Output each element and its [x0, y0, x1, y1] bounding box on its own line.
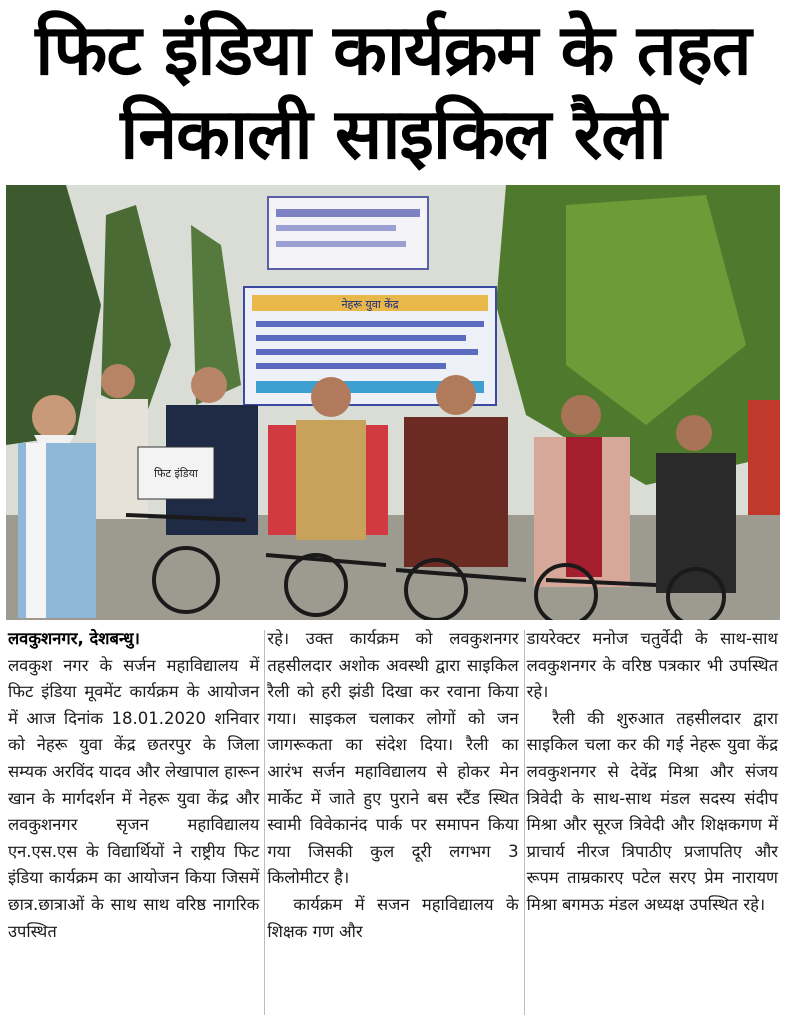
article-body: [8, 626, 778, 1018]
rally-photo: [6, 185, 780, 620]
dateline: लवकुशनगर, देशबन्धु।: [8, 629, 140, 648]
rally-photo-illustration: [6, 185, 780, 620]
column-2-paragraph-1: रहे। उक्त कार्यक्रम को लवकुशनगर तहसीलदार अशोक अवस्थी द्वारा साइकिल रैली को हरी झंडी दिखा कर रवाना किया गया। साइकल चलाकर लोगों को जन जागरूकता का संदेश दिया। रैली का आरंभ सर्जन महाविद्यालय से होकर मेन मार्केट में जाते हुए पुराने बस स्टैंड स्थित स्वामी विवेकानंद पार्क पर समापन किया गया जिसकी कुल दूरी लगभग 3 किलोमीटर है।: [267, 629, 519, 888]
article-column-3: [527, 626, 778, 1018]
article-column-1: [8, 626, 259, 1018]
placard-text: फिट इंडिया: [154, 467, 198, 480]
upper-banner: [268, 197, 428, 269]
banner-text: नेहरू युवा केंद्र: [341, 298, 399, 311]
headline: [0, 8, 786, 176]
column-2-paragraph-2: कार्यक्रम में सजन महाविद्यालय के शिक्षक गण और: [267, 894, 519, 941]
headline-line-2: निकाली साइकिल रैली: [120, 93, 666, 175]
headline-line-1: फिट इंडिया कार्यक्रम के तहत: [35, 9, 751, 91]
article-paragraph: [8, 626, 259, 945]
article-column-2: [267, 626, 518, 1018]
column-1-text: लवकुश नगर के सर्जन महाविद्यालय में फिट इंडिया मूवमेंट कार्यक्रम के आयोजन में आज दिनांक 18.01.2020 शनिवार को नेहरू युवा केंद्र छतरपुर के जिला सम्यक अरविंद यादव और लेखापाल हारून खान के मार्गदर्शन में नेहरू युवा केंद्र और लवकुशनगर सृजन महाविद्यालय एन.एस.एस के विद्यार्थियों ने राष्ट्रीय फिट इंडिया कार्यक्रम का आयोजन किया जिसमें छात्र.छात्राओं के साथ साथ वरिष्ठ नागरिक उपस्थित: [8, 655, 260, 941]
column-3-paragraph-2: रैली की शुरुआत तहसीलदार द्वारा साइकिल चला कर की गई नेहरू युवा केंद्र लवकुशनगर से देवेंद्र मिश्रा और संजय त्रिवेदी के साथ-साथ मंडल सदस्य संदीप मिश्रा और सूरज त्रिवेदी और शिक्षकगण में प्राचार्य नीरज त्रिपाठीए प्रजापतिए और रूपम ताम्रकारए पटेल सरए प्रेम नारायण मिश्रा बगमऊ मंडल अध्यक्ष उपस्थित रहे।: [526, 708, 778, 914]
column-3-paragraph-1: डायरेक्टर मनोज चतुर्वेदी के साथ-साथ लवकुशनगर के वरिष्ठ पत्रकार भी उपस्थित रहे।: [526, 629, 778, 702]
